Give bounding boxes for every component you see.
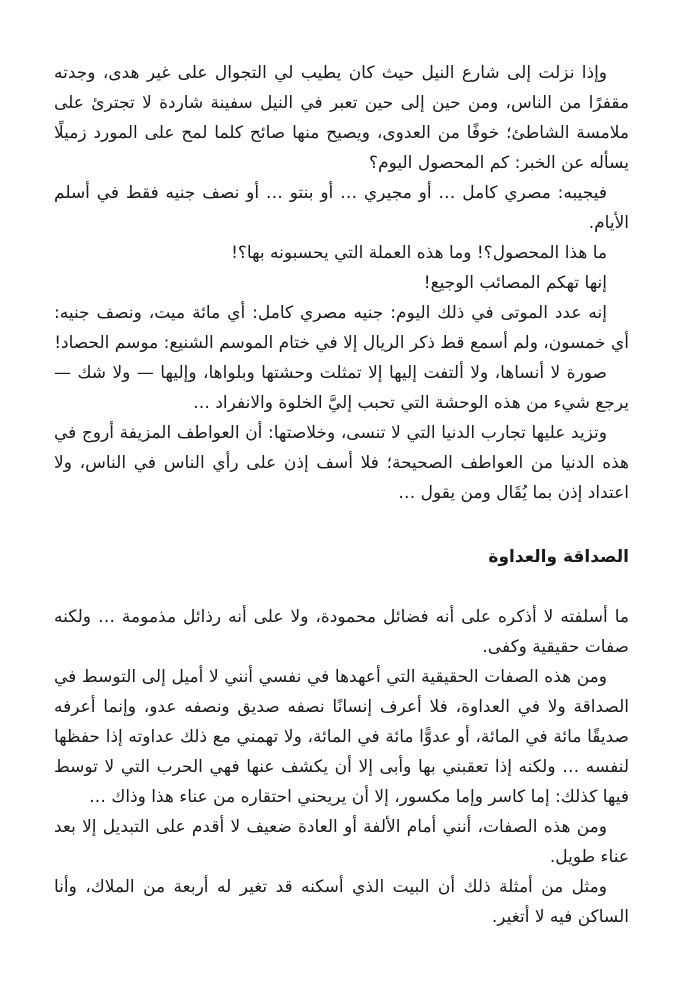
paragraph-section-intro: ما أسلفته لا أذكره على أنه فضائل محمودة، ولا على أنه رذائل مذمومة … ولكنه صفات حقيقية وكفى. xyxy=(54,607,629,657)
paragraph-house-example: ومثل من أمثلة ذلك أن البيت الذي أسكنه قد تغير له أربعة من الملاك، وأنا الساكن فيه لا أتغير. xyxy=(54,877,629,927)
paragraph-death-count: إنه عدد الموتى في ذلك اليوم: جنيه مصري كامل: أي مائة ميت، ونصف جنيه: أي خمسون، ولم أسمع قط ذكر الريال إلا في ختام الموسم الشنيع: موسم الحصاد! xyxy=(54,303,629,353)
document-page xyxy=(54,58,629,932)
paragraph-reply: فيجيبه: مصري كامل … أو مجيري … أو بنتو … أو نصف جنيه فقط في أسلم الأيام. xyxy=(54,183,629,233)
paragraph-mockery: إنها تهكم المصائب الوجيع! xyxy=(423,273,607,293)
section-heading: الصداقة والعداوة xyxy=(488,547,629,567)
paragraph-cholera-nile: وإذا نزلت إلى شارع النيل حيث كان يطيب لي التجوال على غير هدى، وجدته مقفرًا من الناس، ومن حين إلى حين تعبر في النيل سفينة شاردة لا تجترئ على ملامسة الشاطئ؛ خوفًا من العدوى، ويصيح منها صائح كلما لمح على المورد زميلًا يسأله عن الخبر: كم المحصول اليوم؟ xyxy=(54,63,629,173)
paragraph-question: ما هذا المحصول؟! وما هذه العملة التي يحسبونه بها؟! xyxy=(231,243,607,263)
paragraph-life-experience: وتزيد عليها تجارب الدنيا التي لا تنسى، وخلاصتها: أن العواطف المزيفة أروج في هذه الدنيا من العواطف الصحيحة؛ فلا أسف إذن على رأي الناس في الناس، ولا اعتداد إذن بما يُقَال ومن يقول … xyxy=(54,423,629,503)
paragraph-friendship-enmity: ومن هذه الصفات الحقيقية التي أعهدها في نفسي أنني لا أميل إلى التوسط في الصداقة ولا في العداوة، فلا أعرف إنسانًا نصفه صديق ونصفه عدو، وإنما أعرفه صديقًا مائة في المائة، أو عدوًّا مائة في المائة، ولا تهمني مع ذلك عداوته إذا حفظها لنفسه … ولكنه إذا تعقبني بها وأبى إلا أن يكشف عنها فهي الحرب التي لا توسط فيها كذلك: إما كاسر وإما مكسور، إلا أن يريحني احتقاره من عناء هذا وذاك … xyxy=(54,667,629,807)
section-spacer xyxy=(54,508,629,542)
paragraph-habit: ومن هذه الصفات، أنني أمام الألفة أو العادة ضعيف لا أقدم على التبديل إلا بعد عناء طويل. xyxy=(54,817,629,867)
paragraph-image-memory: صورة لا أنساها، ولا ألتفت إليها إلا تمثلت وحشتها وبلواها، وإليها — ولا شك — يرجع شيء من هذه الوحشة التي تحبب إليَّ الخلوة والانفراد … xyxy=(54,363,629,413)
